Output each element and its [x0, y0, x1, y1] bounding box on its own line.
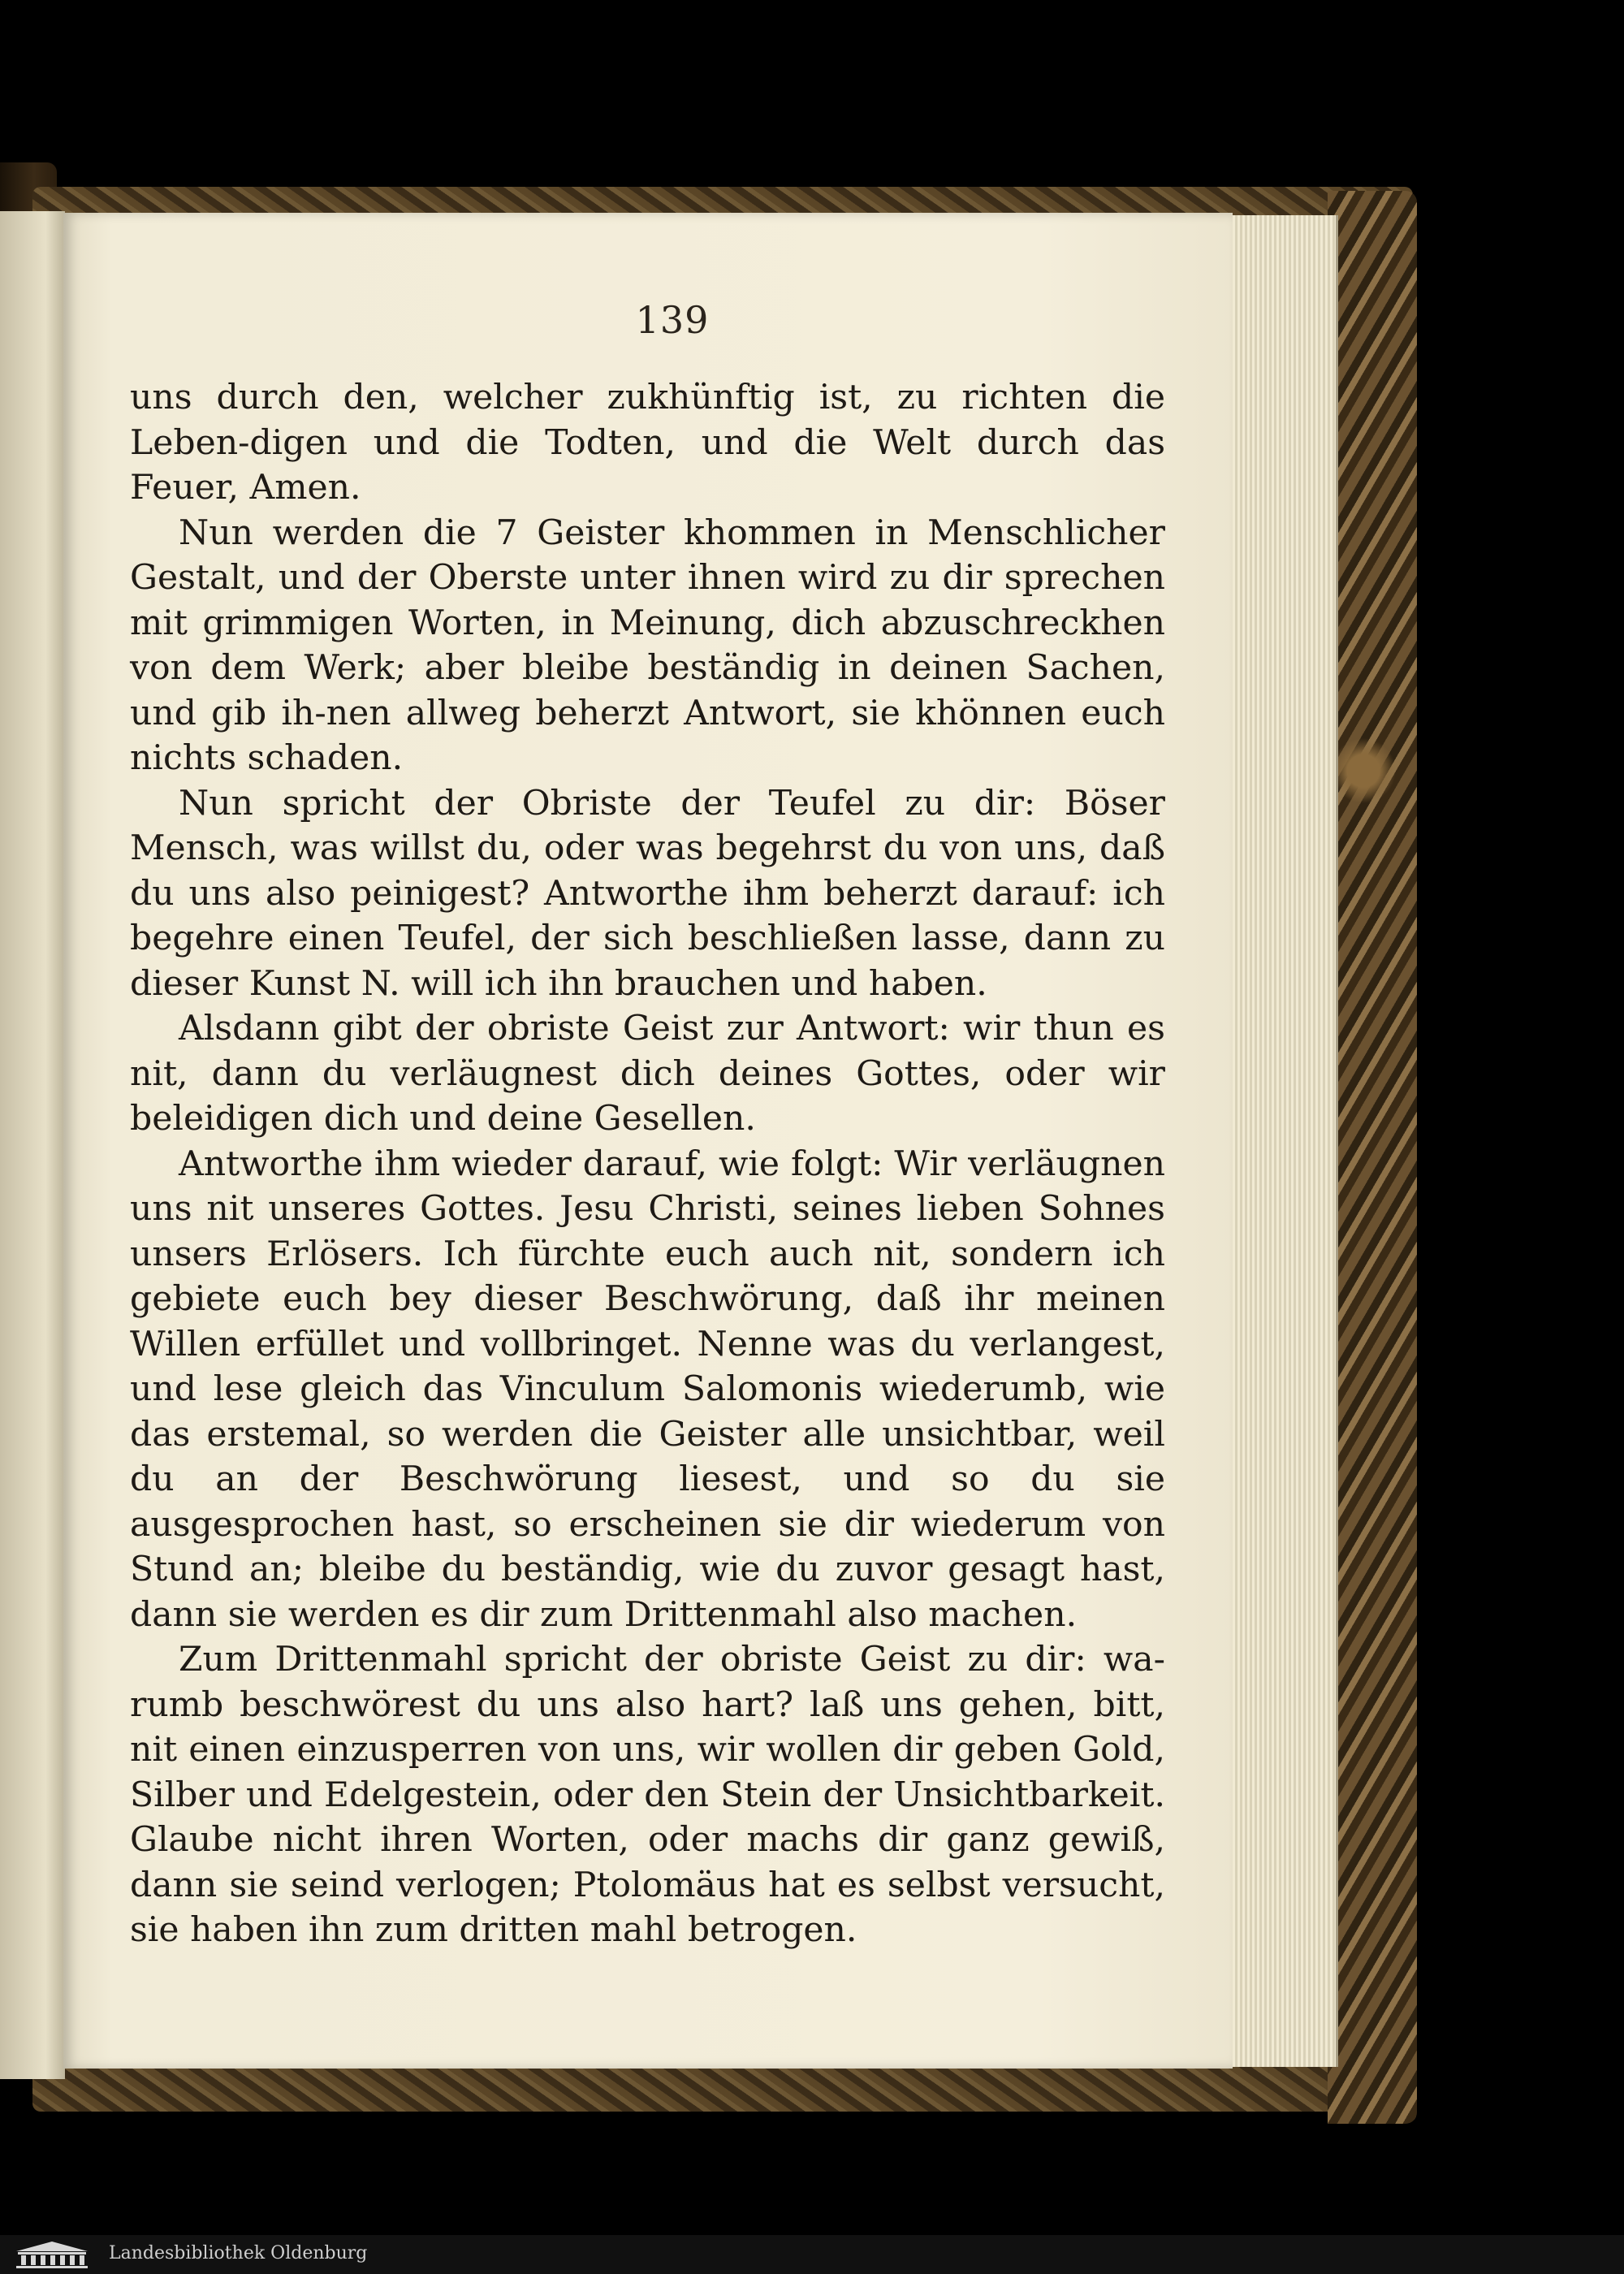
paragraph-2: Nun werden die 7 Geister khommen in Menschlicher Gestalt, und der Oberste unter ihnen wird zu dir sprechen mit grimmigen Worten, in Meinung, dich abzuschreckhen von dem Werk; aber bleibe beständig in deinen Sachen, und gib ih-nen allweg beherzt Antwort, sie khönnen euch nichts schaden.: [130, 512, 1165, 778]
footer-bar: [0, 2235, 1624, 2274]
paragraph-6: Zum Drittenmahl spricht der obriste Geist zu dir: wa-rumb beschwörest du uns also hart? laß uns gehen, bitt, nit einen einzusperren von uns, wir wollen dir geben Gold, Silber und Edelgestein, oder den Stein der Unsichtbarkeit. Glaube nicht ihren Worten, oder machs dir ganz gewiß, dann sie seind verlogen; Ptolomäus hat es selbst versucht, sie haben ihn zum dritten mahl betrogen.: [130, 1640, 1165, 1950]
paragraph-1: uns durch den, welcher zukhünftig ist, zu richten die Leben-digen und die Todten, und die Welt durch das Feuer, Amen.: [130, 378, 1165, 508]
book-cover-marbled-edge: [1328, 191, 1417, 2124]
footer-library-label: Landesbibliothek Oldenburg: [109, 2243, 368, 2263]
paragraph-4: Alsdann gibt der obriste Geist zur Antwort: wir thun es nit, dann du verläugnest dich deines Gottes, oder wir beleidigen dich und deine Gesellen.: [130, 1009, 1165, 1139]
left-page-edge: [0, 211, 65, 2079]
page-number: 139: [635, 298, 710, 342]
paragraph-5: Antworthe ihm wieder darauf, wie folgt: Wir verläugnen uns nit unseres Gottes. Jesu Christi, seines lieben Sohnes unsers Erlösers. Ich fürchte euch auch nit, sondern ich gebiete euch bey dieser Beschwörung, daß ihr meinen Willen erfüllet und vollbringet. Nenne was du verlangest, und lese gleich das Vinculum Salomonis wiederumb, wie das erstemal, so werden die Geister alle unsichtbar, weil du an der Beschwörung liesest, und so du sie ausgesprochen hast, so erscheinen sie dir wiederum von Stund an; bleibe du beständig, wie du zuvor gesagt hast, dann sie werden es dir zum Drittenmahl also machen.: [130, 1143, 1165, 1635]
page-stack-edge: [1230, 215, 1338, 2067]
paragraph-3: Nun spricht der Obriste der Teufel zu dir: Böser Mensch, was willst du, oder was begehrst du von uns, daß du uns also peinigest? Antworthe ihm beherzt darauf: ich begehre einen Teufel, der sich beschließen lasse, dann zu dieser Kunst N. will ich ihn brauchen und haben.: [130, 783, 1165, 1004]
page-text: [130, 375, 1165, 1953]
book-page: [63, 213, 1233, 2069]
library-building-icon: [11, 2240, 93, 2269]
